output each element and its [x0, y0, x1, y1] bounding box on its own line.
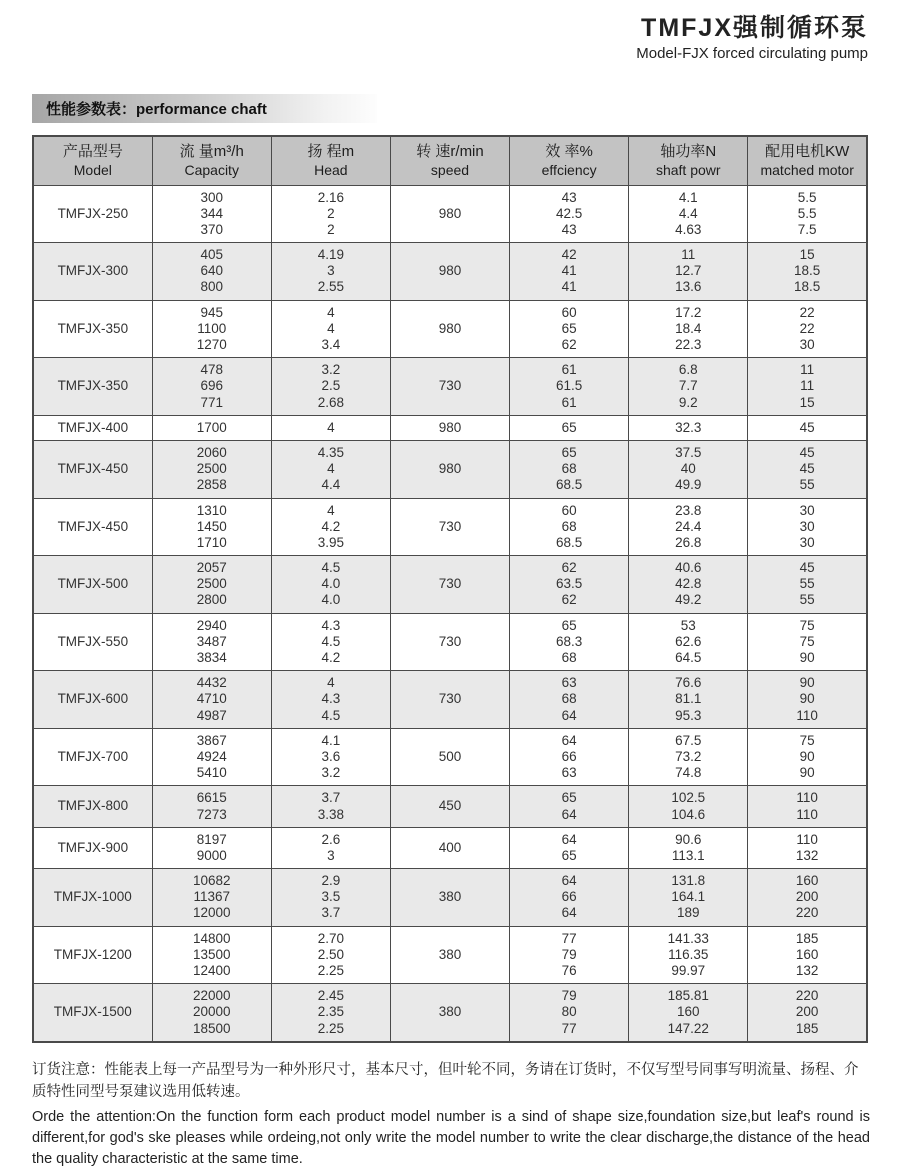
cell-head: 2.70 2.50 2.25	[271, 926, 390, 984]
cell-shaft-power: 37.5 40 49.9	[629, 440, 748, 498]
column-header-head: 扬 程m Head	[271, 136, 390, 185]
cell-shaft-power: 6.8 7.7 9.2	[629, 358, 748, 416]
order-notes	[32, 1059, 870, 1170]
column-header-matched-motor: 配用电机KW matched motor	[748, 136, 867, 185]
cell-model: TMFJX-500	[33, 556, 152, 614]
table-row	[33, 556, 867, 614]
cell-model: TMFJX-1000	[33, 869, 152, 927]
title-block	[32, 6, 868, 62]
cell-motor: 110 132	[748, 827, 867, 868]
cell-speed: 730	[390, 613, 509, 671]
table-row	[33, 300, 867, 358]
page-title-cn: TMFJX强制循环泵	[641, 14, 868, 42]
cell-motor: 45	[748, 415, 867, 440]
cell-efficiency: 42 41 41	[510, 243, 629, 301]
table-row	[33, 613, 867, 671]
table-row	[33, 671, 867, 729]
cell-motor: 75 75 90	[748, 613, 867, 671]
cell-capacity: 2940 3487 3834	[152, 613, 271, 671]
cell-speed: 730	[390, 556, 509, 614]
cell-model: TMFJX-1500	[33, 984, 152, 1042]
cell-speed: 980	[390, 243, 509, 301]
cell-efficiency: 61 61.5 61	[510, 358, 629, 416]
column-header-model: 产品型号 Model	[33, 136, 152, 185]
cell-model: TMFJX-600	[33, 671, 152, 729]
cell-efficiency: 65 68 68.5	[510, 440, 629, 498]
table-header-row	[33, 136, 867, 185]
table-row	[33, 243, 867, 301]
cell-head: 3.7 3.38	[271, 786, 390, 827]
cell-model: TMFJX-450	[33, 440, 152, 498]
cell-model: TMFJX-450	[33, 498, 152, 556]
cell-shaft-power: 102.5 104.6	[629, 786, 748, 827]
table-row	[33, 984, 867, 1042]
cell-speed: 380	[390, 926, 509, 984]
page-title-en: Model-FJX forced circulating pump	[636, 45, 868, 62]
cell-shaft-power: 11 12.7 13.6	[629, 243, 748, 301]
column-header-speed: 转 速r/min speed	[390, 136, 509, 185]
cell-head: 4 4.3 4.5	[271, 671, 390, 729]
table-row	[33, 786, 867, 827]
cell-speed: 400	[390, 827, 509, 868]
cell-shaft-power: 23.8 24.4 26.8	[629, 498, 748, 556]
cell-model: TMFJX-1200	[33, 926, 152, 984]
cell-head: 4	[271, 415, 390, 440]
cell-capacity: 2057 2500 2800	[152, 556, 271, 614]
cell-model: TMFJX-550	[33, 613, 152, 671]
cell-capacity: 14800 13500 12400	[152, 926, 271, 984]
table-body	[33, 185, 867, 1042]
performance-table	[32, 135, 868, 1043]
cell-shaft-power: 185.81 160 147.22	[629, 984, 748, 1042]
cell-head: 4.1 3.6 3.2	[271, 728, 390, 786]
table-row	[33, 728, 867, 786]
cell-model: TMFJX-400	[33, 415, 152, 440]
table-row	[33, 185, 867, 243]
cell-efficiency: 65 64	[510, 786, 629, 827]
cell-shaft-power: 17.2 18.4 22.3	[629, 300, 748, 358]
cell-efficiency: 60 65 62	[510, 300, 629, 358]
section-header-cn: 性能参数表：	[46, 101, 137, 118]
cell-motor: 75 90 90	[748, 728, 867, 786]
cell-efficiency: 64 66 63	[510, 728, 629, 786]
cell-efficiency: 64 65	[510, 827, 629, 868]
cell-capacity: 22000 20000 18500	[152, 984, 271, 1042]
cell-speed: 980	[390, 300, 509, 358]
cell-head: 2.45 2.35 2.25	[271, 984, 390, 1042]
cell-motor: 45 45 55	[748, 440, 867, 498]
cell-head: 4 4.2 3.95	[271, 498, 390, 556]
cell-shaft-power: 40.6 42.8 49.2	[629, 556, 748, 614]
cell-speed: 500	[390, 728, 509, 786]
cell-head: 3.2 2.5 2.68	[271, 358, 390, 416]
table-head	[33, 136, 867, 185]
cell-head: 4 4 3.4	[271, 300, 390, 358]
cell-motor: 160 200 220	[748, 869, 867, 927]
cell-motor: 11 11 15	[748, 358, 867, 416]
cell-model: TMFJX-800	[33, 786, 152, 827]
cell-model: TMFJX-900	[33, 827, 152, 868]
cell-model: TMFJX-350	[33, 358, 152, 416]
cell-speed: 380	[390, 869, 509, 927]
table-row	[33, 926, 867, 984]
cell-speed: 730	[390, 358, 509, 416]
cell-model: TMFJX-700	[33, 728, 152, 786]
cell-capacity: 945 1100 1270	[152, 300, 271, 358]
cell-efficiency: 65 68.3 68	[510, 613, 629, 671]
cell-efficiency: 64 66 64	[510, 869, 629, 927]
cell-head: 4.35 4 4.4	[271, 440, 390, 498]
table-row	[33, 415, 867, 440]
cell-motor: 30 30 30	[748, 498, 867, 556]
cell-efficiency: 63 68 64	[510, 671, 629, 729]
cell-model: TMFJX-300	[33, 243, 152, 301]
cell-shaft-power: 4.1 4.4 4.63	[629, 185, 748, 243]
cell-shaft-power: 90.6 113.1	[629, 827, 748, 868]
cell-motor: 22 22 30	[748, 300, 867, 358]
table-row	[33, 440, 867, 498]
cell-head: 2.16 2 2	[271, 185, 390, 243]
table-row	[33, 358, 867, 416]
cell-motor: 110 110	[748, 786, 867, 827]
cell-shaft-power: 141.33 116.35 99.97	[629, 926, 748, 984]
section-header-en: performance chaft	[136, 101, 267, 118]
cell-shaft-power: 53 62.6 64.5	[629, 613, 748, 671]
cell-capacity: 10682 11367 12000	[152, 869, 271, 927]
cell-shaft-power: 76.6 81.1 95.3	[629, 671, 748, 729]
cell-speed: 450	[390, 786, 509, 827]
cell-motor: 90 90 110	[748, 671, 867, 729]
table-row	[33, 827, 867, 868]
cell-efficiency: 65	[510, 415, 629, 440]
cell-capacity: 1310 1450 1710	[152, 498, 271, 556]
section-header	[32, 94, 377, 123]
cell-model: TMFJX-350	[33, 300, 152, 358]
cell-model: TMFJX-250	[33, 185, 152, 243]
cell-capacity: 300 344 370	[152, 185, 271, 243]
order-note-cn: 订货注意：性能表上每一产品型号为一种外形尺寸，基本尺寸，但叶轮不同，务请在订货时，不仅写型号同事写明流量、扬程、介质特性同型号泵建议选用低转速。	[32, 1061, 859, 1101]
cell-speed: 730	[390, 498, 509, 556]
column-header-shaft-powr: 轴功率N shaft powr	[629, 136, 748, 185]
cell-speed: 980	[390, 415, 509, 440]
table-row	[33, 498, 867, 556]
table-row	[33, 869, 867, 927]
cell-head: 4.19 3 2.55	[271, 243, 390, 301]
cell-capacity: 6615 7273	[152, 786, 271, 827]
cell-efficiency: 43 42.5 43	[510, 185, 629, 243]
cell-efficiency: 77 79 76	[510, 926, 629, 984]
cell-shaft-power: 32.3	[629, 415, 748, 440]
cell-motor: 15 18.5 18.5	[748, 243, 867, 301]
cell-speed: 980	[390, 440, 509, 498]
cell-efficiency: 60 68 68.5	[510, 498, 629, 556]
cell-capacity: 1700	[152, 415, 271, 440]
cell-capacity: 8197 9000	[152, 827, 271, 868]
cell-motor: 185 160 132	[748, 926, 867, 984]
column-header-capacity: 流 量m³/h Capacity	[152, 136, 271, 185]
cell-capacity: 4432 4710 4987	[152, 671, 271, 729]
cell-efficiency: 79 80 77	[510, 984, 629, 1042]
cell-capacity: 3867 4924 5410	[152, 728, 271, 786]
cell-motor: 5.5 5.5 7.5	[748, 185, 867, 243]
cell-head: 4.5 4.0 4.0	[271, 556, 390, 614]
cell-motor: 45 55 55	[748, 556, 867, 614]
cell-head: 2.9 3.5 3.7	[271, 869, 390, 927]
cell-shaft-power: 67.5 73.2 74.8	[629, 728, 748, 786]
cell-capacity: 2060 2500 2858	[152, 440, 271, 498]
cell-head: 4.3 4.5 4.2	[271, 613, 390, 671]
cell-efficiency: 62 63.5 62	[510, 556, 629, 614]
cell-motor: 220 200 185	[748, 984, 867, 1042]
cell-head: 2.6 3	[271, 827, 390, 868]
order-note-en: Orde the attention:On the function form each product model number is a sind of shape size,foundation size,but leaf's round is different,for god's ske pleases while ordeing,not only write the model number to write the clear discharge,the distance of the head the quality characteristic at the same time.	[32, 1108, 870, 1167]
cell-speed: 730	[390, 671, 509, 729]
cell-speed: 380	[390, 984, 509, 1042]
cell-capacity: 405 640 800	[152, 243, 271, 301]
column-header-effciency: 效 率% effciency	[510, 136, 629, 185]
cell-capacity: 478 696 771	[152, 358, 271, 416]
cell-shaft-power: 131.8 164.1 189	[629, 869, 748, 927]
cell-speed: 980	[390, 185, 509, 243]
